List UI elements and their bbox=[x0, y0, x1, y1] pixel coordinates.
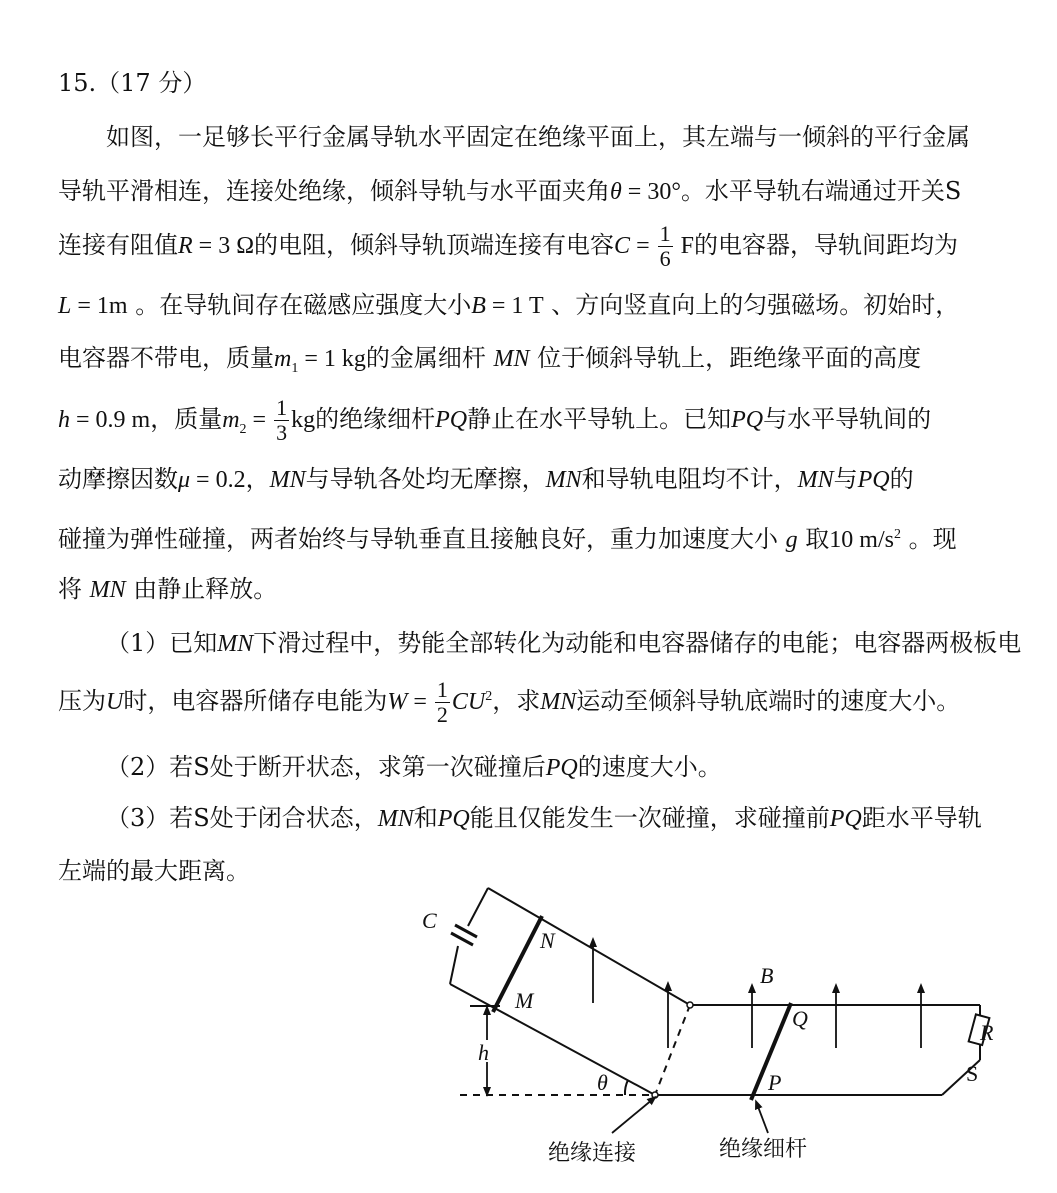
label-B: B bbox=[760, 963, 774, 988]
label-P: P bbox=[768, 1070, 782, 1095]
p1-line9: 将 MN 由静止释放。 bbox=[58, 575, 278, 603]
label-theta: θ bbox=[597, 1070, 608, 1095]
label-Q: Q bbox=[792, 1006, 808, 1031]
capacitor-wire-top bbox=[468, 888, 488, 926]
capacitor-plate-1 bbox=[455, 925, 477, 937]
p1-line2: 导轨平滑相连，连接处绝缘，倾斜导轨与水平面夹角θ = 30°。水平导轨右端通过开关S bbox=[58, 177, 962, 205]
caption-insulated-joint: 绝缘连接 bbox=[548, 1141, 637, 1166]
fraction-one-third: $\frac{1}{3}$ bbox=[276, 395, 288, 445]
label-C: C bbox=[422, 908, 437, 933]
q3-line1: （3）若S处于闭合状态，MN和PQ能且仅能发生一次碰撞，求碰撞前PQ距水平导轨 bbox=[106, 804, 982, 832]
q2-line: （2）若S处于断开状态，求第一次碰撞后PQ的速度大小。 bbox=[106, 753, 722, 781]
joint-node-lower bbox=[652, 1092, 658, 1098]
theta-arc bbox=[625, 1080, 628, 1095]
label-R: R bbox=[980, 1020, 994, 1045]
q1-line1: （1）已知MN下滑过程中，势能全部转化为动能和电容器储存的电能；电容器两极板电 bbox=[106, 629, 1022, 657]
p1-line6: h = 0.9 m，质量$m_2$ = $\frac{1}{3}$ kg的绝缘细杆PQ静止在水平导轨上。已知PQ与水平导轨间的 bbox=[58, 395, 932, 445]
label-S: S bbox=[966, 1061, 979, 1086]
p1-line1: 如图，一足够长平行金属导轨水平固定在绝缘平面上，其左端与一倾斜的平行金属 bbox=[106, 123, 970, 151]
q3-line2: 左端的最大距离。 bbox=[58, 857, 250, 885]
circuit-diagram bbox=[0, 870, 1057, 1193]
problem-number: 15.（17 分） bbox=[58, 69, 207, 97]
p1-line7: 动摩擦因数μ = 0.2，MN与导轨各处均无摩擦，MN和导轨电阻均不计，MN与PQ的 bbox=[58, 465, 914, 493]
label-h: h bbox=[478, 1040, 489, 1065]
insulated-joint-dashed bbox=[655, 1005, 690, 1095]
p1-line8: 碰撞为弹性碰撞，两者始终与导轨垂直且接触良好，重力加速度大小 g 取10 $m/s^2$ 。现 bbox=[58, 525, 957, 553]
rod-pointer-arrow bbox=[757, 1104, 768, 1133]
q1-line2: 压为U时，电容器所储存电能为W = $\frac{1}{2}$ $CU^2$，求MN运动至倾斜导轨底端时的速度大小。 bbox=[58, 677, 961, 727]
label-N: N bbox=[540, 928, 555, 953]
p1-line4: L = 1m 。在导轨间存在磁感应强度大小B = 1 T 、方向竖直向上的匀强磁场。初始时， bbox=[58, 291, 960, 319]
p1-line5: 电容器不带电，质量$m_1 = 1$ kg的金属细杆 MN 位于倾斜导轨上，距绝缘平面的高度 bbox=[58, 344, 922, 376]
capacitor-wire-bottom bbox=[450, 946, 458, 984]
joint-pointer-arrow bbox=[612, 1099, 653, 1133]
capacitor-plate-2 bbox=[451, 933, 473, 945]
p1-line3: 连接有阻值R = 3 Ω的电阻，倾斜导轨顶端连接有电容C = $\frac{1}{6}$ F的电容器，导轨间距均为 bbox=[58, 221, 958, 271]
caption-insulated-rod: 绝缘细杆 bbox=[719, 1137, 808, 1162]
label-M: M bbox=[515, 988, 534, 1013]
fraction-one-sixth: $\frac{1}{6}$ bbox=[659, 221, 671, 271]
joint-node-upper bbox=[687, 1002, 693, 1008]
fraction-one-half: $\frac{1}{2}$ bbox=[436, 677, 448, 727]
